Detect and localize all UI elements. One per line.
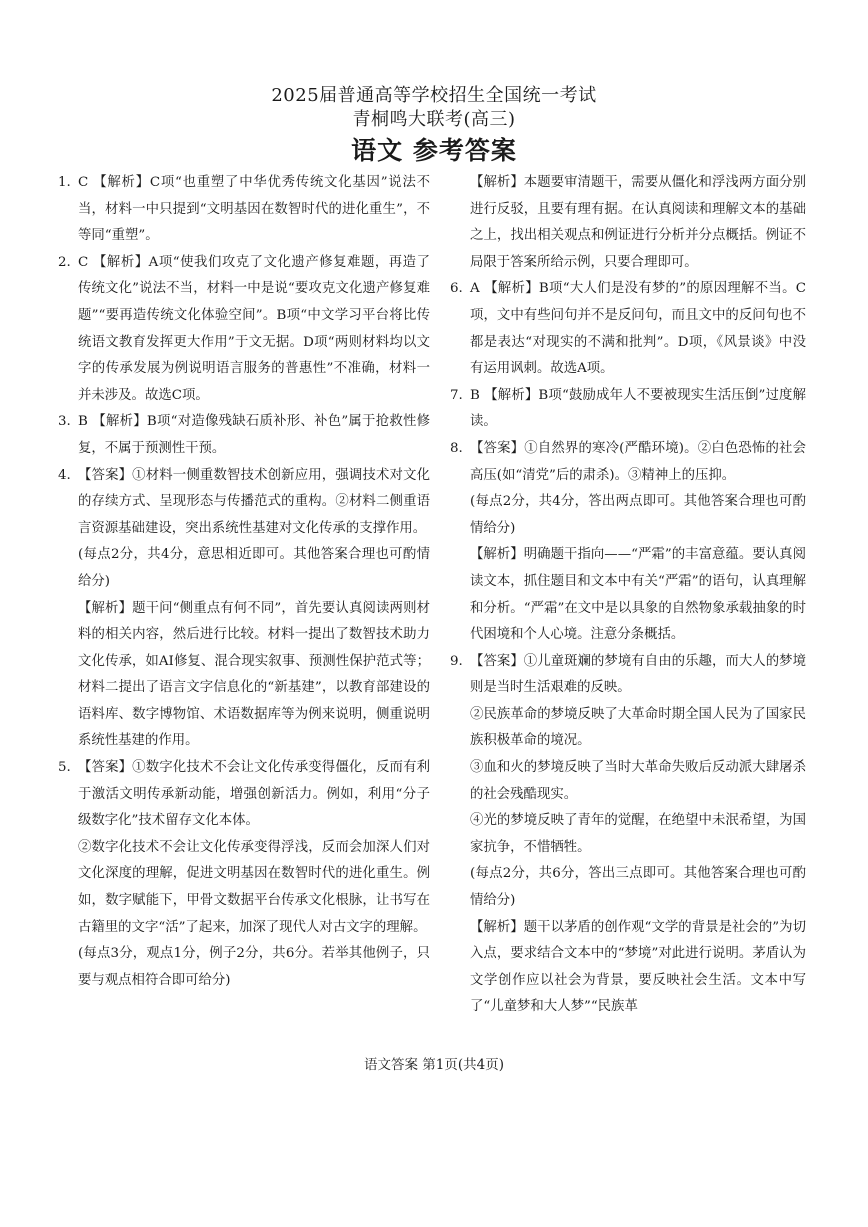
answer-item-5 <box>58 755 430 835</box>
answer-item-7 <box>450 383 806 436</box>
question-number: 2. <box>58 254 71 270</box>
answer-text: A 【解析】B项“大人们是没有梦的”的原因理解不当。C项，文中有些问句并不是反问句，而且文中的反问句也不都是表达“对现实的不满和批判”。D项，《风景谈》中没有运用讽刺。故选A项。 <box>470 281 806 377</box>
page-title: 语文 参考答案 <box>351 136 517 165</box>
score-note: (每点3分，观点1分，例子2分，共6分。若举其他例子，只要与观点相符合即可给分) <box>78 946 430 988</box>
answer-text: ③血和火的梦境反映了当时大革命失败后反动派大肆屠杀的社会残酷现实。 <box>470 760 806 802</box>
answer-text: C 【解析】C项“也重塑了中华优秀传统文化基因”说法不当，材料一中只提到“文明基因在数智时代的进化重生”，不等同“重塑”。 <box>78 175 430 244</box>
right-column <box>450 170 806 1021</box>
answer-text: ②民族革命的梦境反映了大革命时期全国人民为了国家民族积极革命的境况。 <box>470 706 806 749</box>
answer-text: 【答案】①材料一侧重数智技术创新应用，强调技术对文化的存续方式、呈现形态与传播范式的重构。②材料二侧重语言资源基础建设，突出系统性基建对文化传承的支撑作用。 <box>78 467 430 536</box>
question-number: 9. <box>450 653 463 669</box>
left-column <box>58 170 430 994</box>
answer-item-3 <box>58 409 430 462</box>
question-number: 1. <box>58 175 71 190</box>
answer-text: 【答案】①儿童斑斓的梦境有自由的乐趣，而大人的梦境则是当时生活艰难的反映。 <box>470 653 806 696</box>
answer-text: 【答案】①数字化技术不会让文化传承变得僵化，反而有利于激活文明传承新动能，增强创新活力。例如，利用“分子级数字化”技术留存文化本体。 <box>78 760 430 829</box>
question-number: 8. <box>450 440 463 456</box>
analysis-text: 【解析】题干以茅盾的创作观“文学的背景是社会的”为切入点，要求结合文本中的“梦境”对此进行说明。茅盾认为文学创作应以社会为背景，要反映社会生活。文本中写了“儿童梦和大人梦”“民族革 <box>470 919 806 1015</box>
score-note: (每点2分，共4分，答出两点即可。其他答案合理也可酌情给分) <box>470 494 806 536</box>
score-note: (每点2分，共4分，意思相近即可。其他答案合理也可酌情给分) <box>78 547 430 589</box>
exam-subtitle: 青桐鸣大联考(高三) <box>352 109 516 130</box>
answer-item-1 <box>58 170 430 250</box>
analysis-text: 【解析】题干问“侧重点有何不同”，首先要认真阅读两则材料的相关内容，然后进行比较。材料一提出了数智技术助力文化传承，如AI修复、混合现实叙事、预测性保护范式等；材料二提出了语言文字信息化的“新基建”，以教育部建设的语料库、数字博物馆、术语数据库等为例来说明，侧重说明系统性基建的作用。 <box>78 600 430 749</box>
answer-text: B 【解析】B项“对造像残缺石质补形、补色”属于抢救性修复，不属于预测性干预。 <box>78 414 430 456</box>
answer-text: ②数字化技术不会让文化传承变得浮浅，反而会加深人们对文化深度的理解，促进文明基因在数智时代的进化重生。例如，数字赋能下，甲骨文数据平台传承文化根脉，让书写在古籍里的文字“活”了起来，加深了现代人对古文字的理解。 <box>78 839 430 935</box>
analysis-text: 【解析】明确题干指向——“严霜”的丰富意蕴。要认真阅读文本，抓住题目和文本中有关“严霜”的语句，认真理解和分析。“严霜”在文中是以具象的自然物象承载抽象的时代困境和个人心境。注意分条概括。 <box>470 547 806 643</box>
answer-item-2 <box>58 250 430 410</box>
question-number: 7. <box>450 387 463 403</box>
exam-title: 2025届普通高等学校招生全国统一考试 <box>271 85 597 106</box>
answer-item-8 <box>450 436 806 489</box>
analysis-text: 【解析】本题要审清题干，需要从僵化和浮浅两方面分别进行反驳，且要有理有据。在认真阅读和理解文本的基础之上，找出相关观点和例证进行分析并分点概括。例证不局限于答案所给示例，只要合理即可。 <box>470 175 806 270</box>
question-number: 6. <box>450 281 463 297</box>
answer-text: 【答案】①自然界的寒冷(严酷环境)。②白色恐怖的社会高压(如“清党”后的肃杀)。③精神上的压抑。 <box>470 440 806 483</box>
question-number: 4. <box>58 467 71 483</box>
answer-text: ④光的梦境反映了青年的觉醒，在绝望中未泯希望，为国家抗争，不惜牺牲。 <box>470 813 806 855</box>
answer-item-4 <box>58 463 430 543</box>
answer-item-6 <box>450 276 806 382</box>
page-footer: 语文答案 第1页(共4页) <box>363 1057 504 1073</box>
question-number: 5. <box>58 760 71 776</box>
answer-text: C 【解析】A项“使我们攻克了文化遗产修复难题，再造了传统文化”说法不当，材料一中是说“要攻克文化遗产修复难题”“要再造传统文化体验空间”。B项“中文学习平台将比传统语文教育发挥更大作用”于文无据。D项“两则材料均以文字的传承发展为例说明语言服务的普惠性”不准确，材料一并未涉及。故选C项。 <box>78 254 430 403</box>
document-header <box>0 84 868 168</box>
answer-item-9 <box>450 649 806 702</box>
answer-text: B 【解析】B项“鼓励成年人不要被现实生活压倒”过度解读。 <box>470 387 806 430</box>
score-note: (每点2分，共6分，答出三点即可。其他答案合理也可酌情给分) <box>470 866 806 909</box>
question-number: 3. <box>58 414 71 430</box>
